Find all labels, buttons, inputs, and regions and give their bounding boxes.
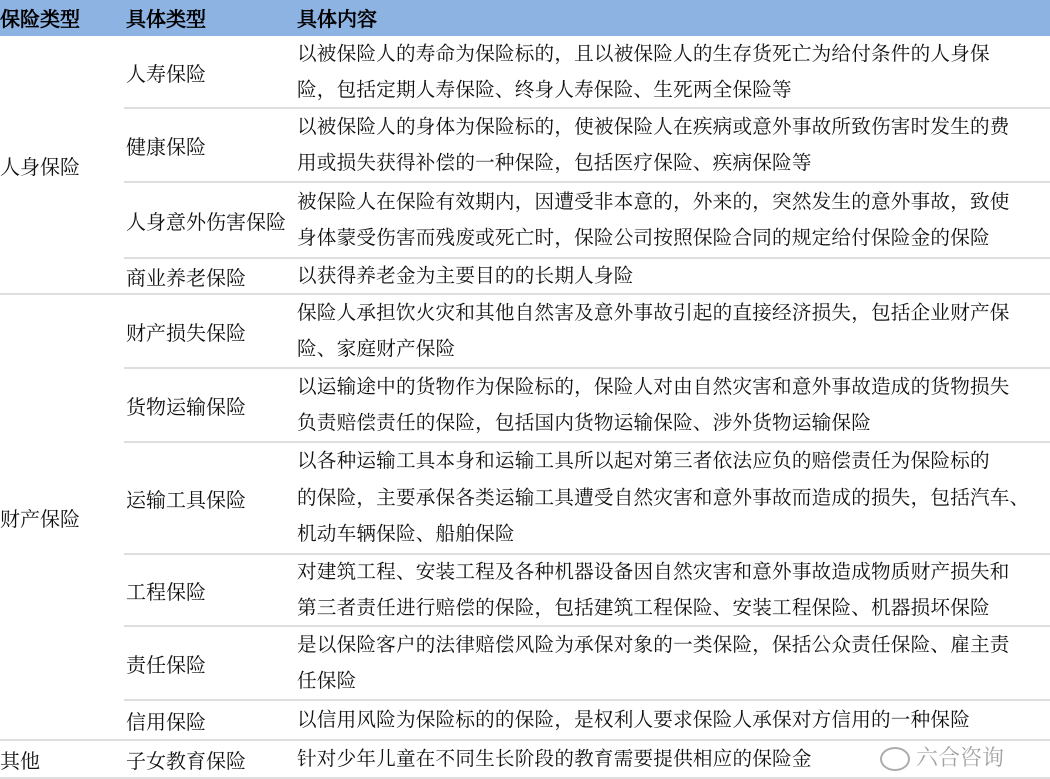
content-cell bbox=[297, 740, 812, 778]
table-row bbox=[0, 258, 1050, 294]
header-specific-type: 具体类型 bbox=[126, 7, 206, 31]
content-cell bbox=[297, 294, 1010, 368]
specific-type-cell: 责任保险 bbox=[126, 652, 206, 677]
content-cell bbox=[297, 36, 990, 108]
table-row bbox=[0, 700, 1050, 740]
insurance-category-cell: 其他 bbox=[0, 748, 40, 773]
content-cell bbox=[297, 182, 1010, 258]
content-line: 险、家庭财产保险 bbox=[297, 337, 456, 360]
content-cell bbox=[297, 626, 1010, 700]
watermark bbox=[880, 744, 1004, 774]
table-row bbox=[0, 554, 1050, 626]
content-line: 保险人承担饮火灾和其他自然害及意外事故引起的直接经济损失，包括企业财产保 bbox=[297, 300, 1010, 324]
specific-type-cell: 货物运输保险 bbox=[126, 394, 246, 419]
content-line: 用或损失获得补偿的一种保险，包括医疗保险、疾病保险等 bbox=[297, 151, 812, 174]
content-cell bbox=[297, 700, 970, 740]
table-header bbox=[0, 0, 1050, 36]
insurance-category-cell: 财产保险 bbox=[0, 506, 80, 531]
specific-type-cell: 商业养老保险 bbox=[126, 265, 246, 290]
content-line: 对建筑工程、安装工程及各种机器设备因自然灾害和意外事故造成物质财产损失和 bbox=[297, 559, 1010, 583]
content-line: 以各种运输工具本身和运输工具所以起对第三者依法应负的赔偿责任为保险标的 bbox=[297, 449, 990, 473]
content-line: 任保险 bbox=[297, 669, 357, 692]
header-insurance-category: 保险类型 bbox=[0, 7, 80, 31]
content-line: 身体蒙受伤害而残废或死亡时，保险公司按照保险合同的规定给付保险金的保险 bbox=[297, 226, 990, 249]
content-cell bbox=[297, 258, 634, 294]
content-line: 险，包括定期人寿保险、终身人寿保险、生死两全保险等 bbox=[297, 78, 792, 101]
specific-type-cell: 人身意外伤害保险 bbox=[126, 209, 286, 234]
table-row bbox=[0, 36, 1050, 108]
content-line: 以运输途中的货物作为保险标的，保险人对由自然灾害和意外事故造成的货物损失 bbox=[297, 374, 1010, 398]
insurance-category-cell: 人身保险 bbox=[0, 154, 80, 179]
content-line: 机动车辆保险、船舶保险 bbox=[297, 522, 515, 546]
content-cell bbox=[297, 554, 1010, 626]
content-line: 以信用风险为保险标的的保险，是权利人要求保险人承保对方信用的一种保险 bbox=[297, 707, 970, 731]
content-line: 是以保险客户的法律赔偿风险为承保对象的一类保险，保括公众责任保险、雇主责 bbox=[297, 632, 1010, 656]
specific-type-cell: 人寿保险 bbox=[126, 61, 206, 86]
specific-type-cell: 财产损失保险 bbox=[126, 320, 246, 345]
specific-type-cell: 信用保险 bbox=[126, 709, 206, 734]
table-row bbox=[0, 108, 1050, 182]
wechat-icon bbox=[880, 747, 910, 771]
table-row bbox=[0, 294, 1050, 368]
content-line: 以被保险人的寿命为保险标的，且以被保险人的生存货死亡为给付条件的人身保 bbox=[297, 41, 990, 65]
table-row bbox=[0, 368, 1050, 442]
header-specific-content: 具体内容 bbox=[297, 7, 377, 31]
content-line: 被保险人在保险有效期内，因遭受非本意的，外来的，突然发生的意外事故，致使 bbox=[297, 189, 1010, 213]
content-line: 的保险，主要承保各类运输工具遭受自然灾害和意外事故而造成的损失，包括汽车、 bbox=[297, 485, 1030, 509]
content-line: 以获得养老金为主要目的的长期人身险 bbox=[297, 263, 634, 287]
table-row bbox=[0, 626, 1050, 700]
content-line: 第三者责任进行赔偿的保险，包括建筑工程保险、安装工程保险、机器损坏保险 bbox=[297, 596, 990, 619]
content-cell bbox=[297, 368, 1010, 442]
content-line: 负责赔偿责任的保险，包括国内货物运输保险、涉外货物运输保险 bbox=[297, 411, 872, 434]
specific-type-cell: 健康保险 bbox=[126, 134, 206, 159]
specific-type-cell: 子女教育保险 bbox=[126, 748, 246, 773]
content-line: 针对少年儿童在不同生长阶段的教育需要提供相应的保险金 bbox=[297, 746, 812, 770]
specific-type-cell: 运输工具保险 bbox=[126, 487, 246, 512]
table-row bbox=[0, 182, 1050, 258]
watermark-text: 六合咨询 bbox=[916, 746, 1005, 771]
specific-type-cell: 工程保险 bbox=[126, 579, 206, 604]
table-row bbox=[0, 442, 1050, 554]
content-line: 以被保险人的身体为保险标的，使被保险人在疾病或意外事故所致伤害时发生的费 bbox=[297, 114, 1010, 138]
content-cell bbox=[297, 108, 1010, 182]
content-cell bbox=[297, 442, 1029, 554]
